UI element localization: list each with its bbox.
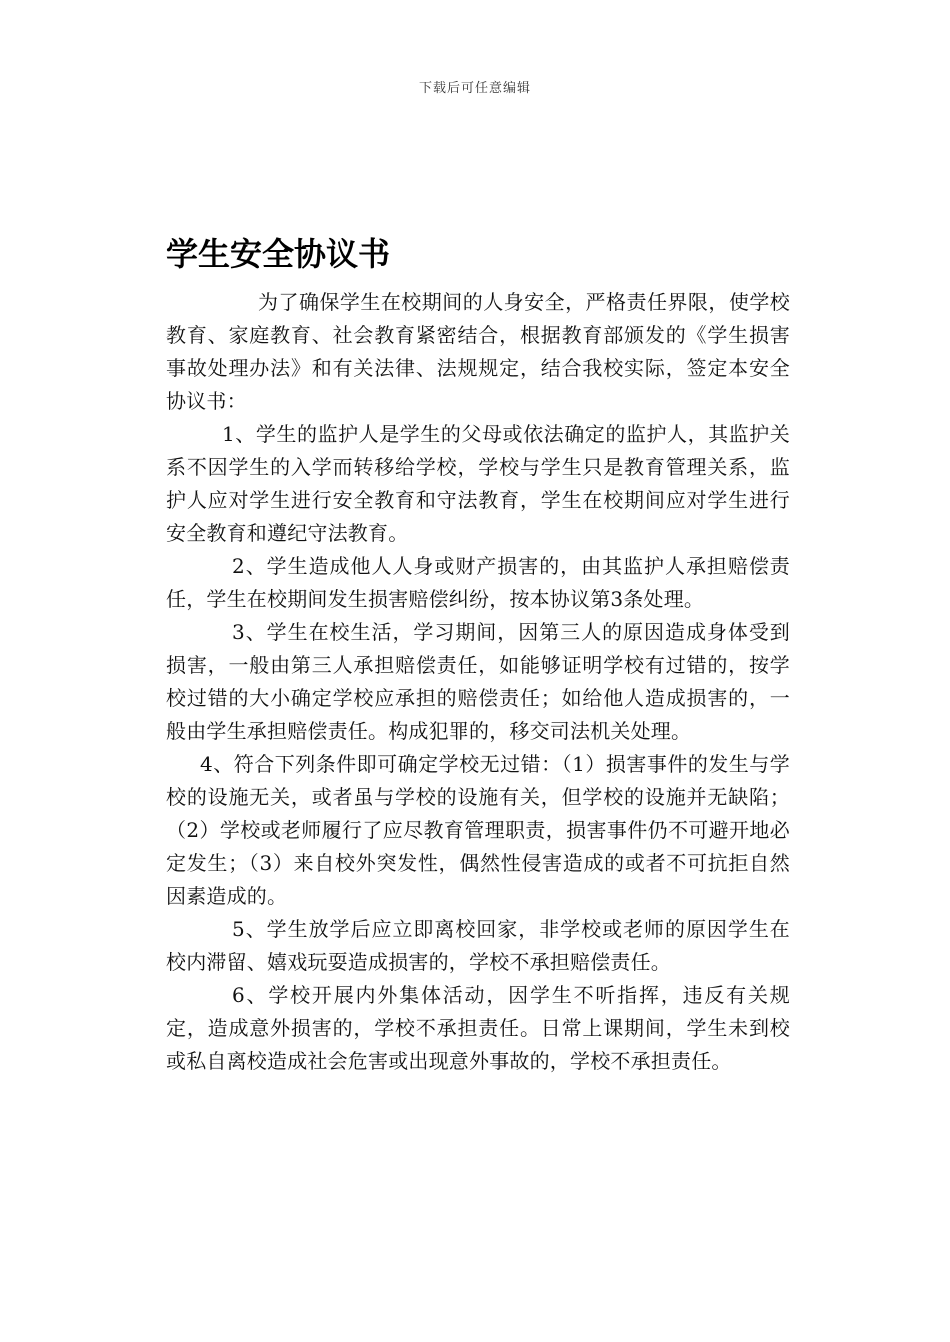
clause-1-paragraph: 1、学生的监护人是学生的父母或依法确定的监护人，其监护关系不因学生的入学而转移给学校，学校与学生只是教育管理关系，监护人应对学生进行安全教育和守法教育，学生在校期间应对学生进行安全教育和遵纪守法教育。 xyxy=(166,422,790,545)
clause-4-paragraph: 4、符合下列条件即可确定学校无过错：（1）损害事件的发生与学校的设施无关，或者虽与学校的设施有关，但学校的设施并无缺陷；（2）学校或老师履行了应尽教育管理职责，损害事件仍不可避开地必定发生；（3）来自校外突发性，偶然性侵害造成的或者不可抗拒自然因素造成的。 xyxy=(166,752,790,908)
clause-5-paragraph: 5、学生放学后应立即离校回家，非学校或老师的原因学生在校内滞留、嬉戏玩耍造成损害的，学校不承担赔偿责任。 xyxy=(166,917,790,974)
clause-3-paragraph: 3、学生在校生活，学习期间，因第三人的原因造成身体受到损害，一般由第三人承担赔偿责任，如能够证明学校有过错的，按学校过错的大小确定学校应承担的赔偿责任；如给他人造成损害的，一般由学生承担赔偿责任。构成犯罪的，移交司法机关处理。 xyxy=(166,620,790,743)
document-title: 学生安全协议书 xyxy=(166,235,391,273)
document-body xyxy=(166,286,790,1078)
header-note: 下载后可任意编辑 xyxy=(418,81,531,96)
clause-2-paragraph: 2、学生造成他人人身或财产损害的，由其监护人承担赔偿责任，学生在校期间发生损害赔偿纠纷，按本协议第3条处理。 xyxy=(166,554,790,611)
intro-paragraph: 为了确保学生在校期间的人身安全，严格责任界限，使学校教育、家庭教育、社会教育紧密结合，根据教育部颁发的《学生损害事故处理办法》和有关法律、法规规定，结合我校实际，签定本安全协议书： xyxy=(166,290,790,413)
clause-6-paragraph: 6、学校开展内外集体活动，因学生不听指挥，违反有关规定，造成意外损害的，学校不承担责任。日常上课期间，学生未到校或私自离校造成社会危害或出现意外事故的，学校不承担责任。 xyxy=(166,983,790,1073)
